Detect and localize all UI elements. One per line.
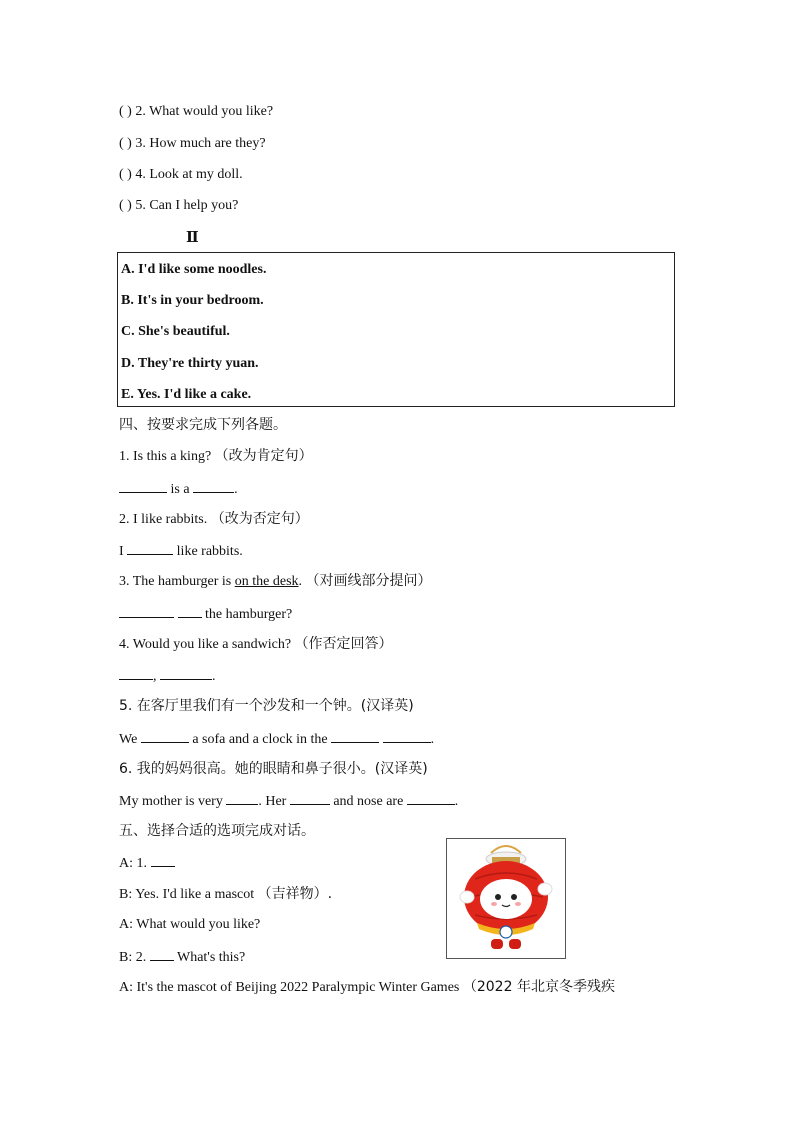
blank[interactable] [150,947,174,961]
p4-q3-answer: the hamburger? [119,604,292,624]
blank[interactable] [151,853,175,867]
p4-q1: 1. Is this a king? （改为肯定句） [119,448,313,464]
option-a: A. I'd like some noodles. [121,262,267,277]
option-c: C. She's beautiful. [121,324,230,339]
question-2: ( ) 2. What would you like? [119,104,274,119]
p4-q3: 3. The hamburger is on the desk. （对画线部分提问） [119,573,432,589]
section-roman-two: Ⅱ [186,230,199,246]
option-e: E. Yes. I'd like a cake. [121,387,252,402]
p4-q6: 6. 我的妈妈很高。她的眼睛和鼻子很小。(汉译英) [119,761,428,777]
p4-q5-answer: We a sofa and a clock in the . [119,729,434,749]
blank[interactable] [383,729,431,743]
blank[interactable] [226,791,258,805]
blank[interactable] [141,729,189,743]
mascot-image [446,838,566,959]
part5-heading: 五、选择合适的选项完成对话。 [119,823,315,839]
dialog-line-5: A: It's the mascot of Beijing 2022 Paralympic Winter Games （2022 年北京冬季残疾 [119,979,615,995]
p4-q4-answer: , . [119,666,216,686]
question-3: ( ) 3. How much are they? [119,136,266,151]
blank[interactable] [119,604,174,618]
blank[interactable] [290,791,330,805]
dialog-line-3: A: What would you like? [119,917,261,932]
blank[interactable] [119,479,167,493]
p4-q1-answer: is a . [119,479,238,499]
p4-q2: 2. I like rabbits. （改为否定句） [119,511,309,527]
dialog-line-2: B: Yes. I'd like a mascot （吉祥物）. [119,886,333,902]
blank[interactable] [178,604,202,618]
option-d: D. They're thirty yuan. [121,356,259,371]
question-4: ( ) 4. Look at my doll. [119,167,243,182]
option-b: B. It's in your bedroom. [121,293,264,308]
dialog-line-1: A: 1. [119,853,175,873]
p4-q5: 5. 在客厅里我们有一个沙发和一个钟。(汉译英) [119,698,414,714]
blank[interactable] [193,479,234,493]
p4-q4: 4. Would you like a sandwich? （作否定回答） [119,636,393,652]
part4-heading: 四、按要求完成下列各题。 [119,417,287,433]
blank[interactable] [127,541,173,555]
p4-q2-answer: I like rabbits. [119,541,243,561]
dialog-line-4: B: 2. What's this? [119,947,245,967]
lantern-mascot-icon [447,839,565,958]
blank[interactable] [331,729,379,743]
options-box [117,252,675,407]
question-5: ( ) 5. Can I help you? [119,198,239,213]
blank[interactable] [160,666,212,680]
p4-q6-answer: My mother is very . Her and nose are . [119,791,458,811]
blank[interactable] [119,666,153,680]
blank[interactable] [407,791,455,805]
